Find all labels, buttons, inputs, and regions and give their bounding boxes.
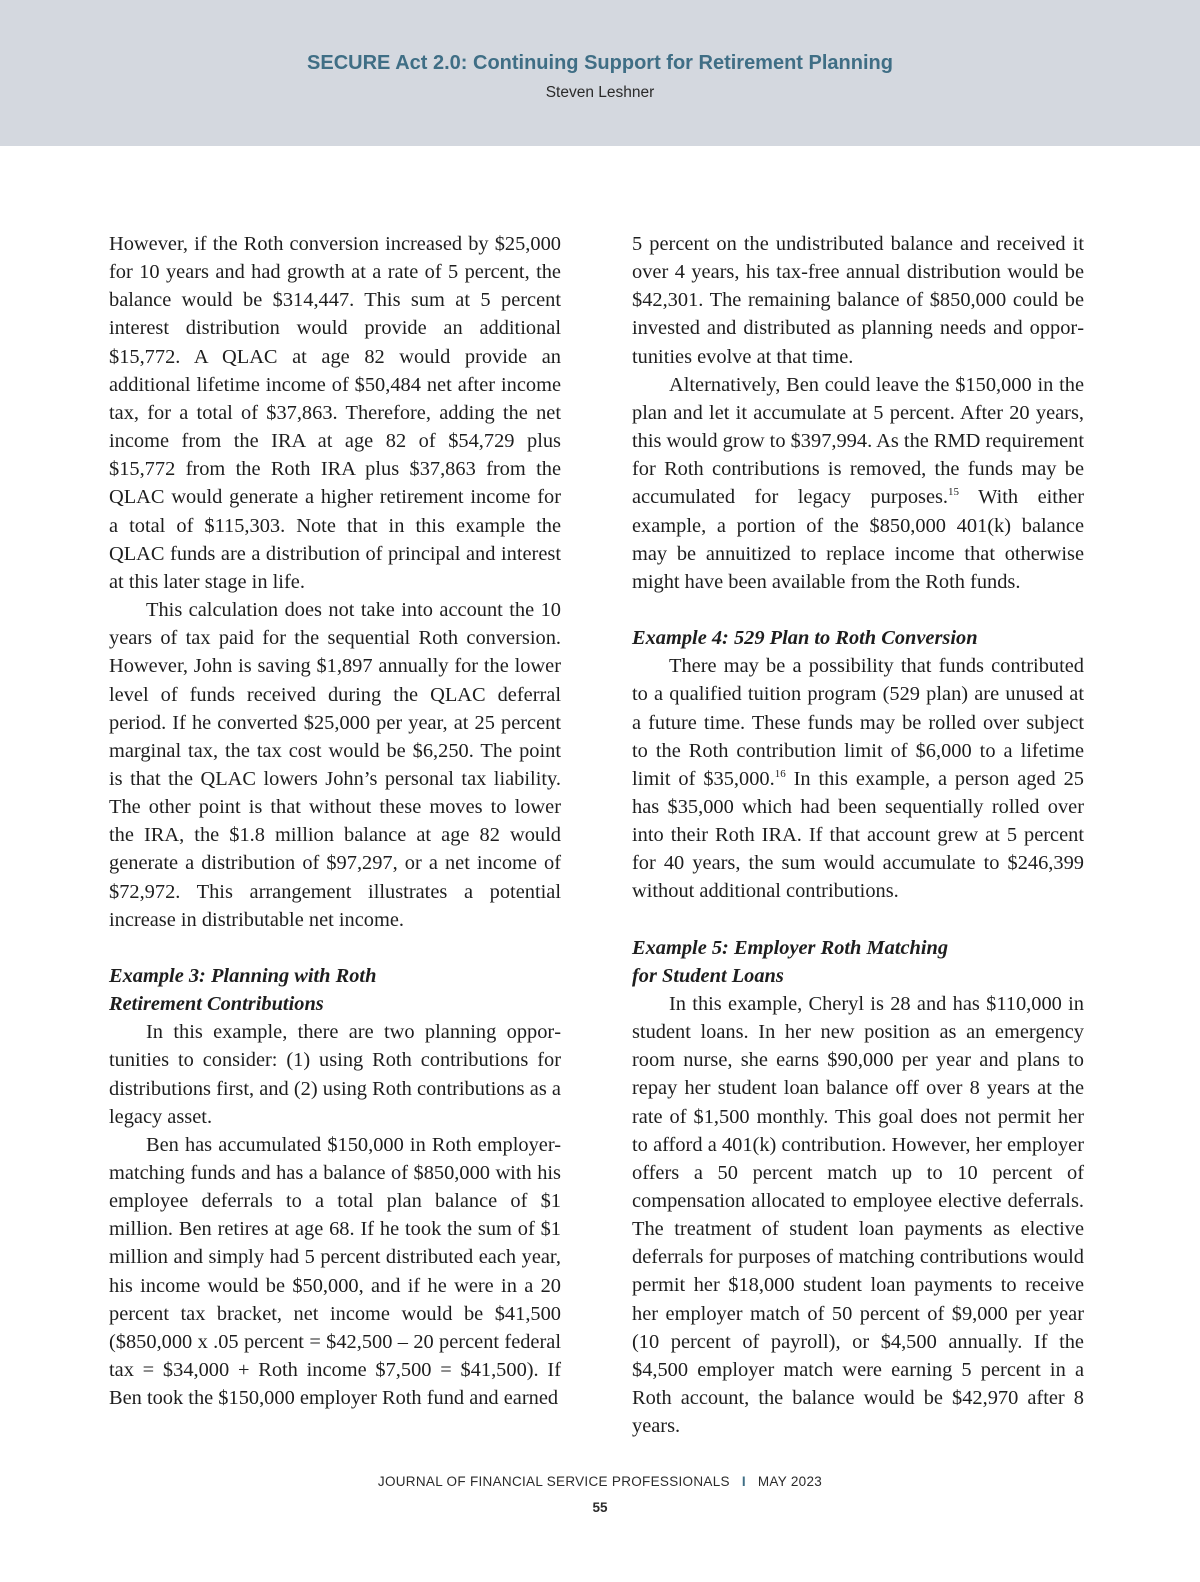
- paragraph: This calculation does not take into account the 10 years of tax paid for the sequential Roth conversion. However, John is saving $1,897 annually for the lower level of funds received during the QLAC deferral period. If he converted $25,000 per year, at 25 percent marginal tax, the tax cost would be $6,250. The point is that the QLAC lowers John’s personal tax liability. The other point is that without these moves to lower the IRA, the $1.8 million balance at age 82 would generate a distribution of $97,297, or a net income of $72,972. This arrangement illustrates a potential increase in distributable net income.: [109, 599, 561, 931]
- paragraph: However, if the Roth conversion increased by $25,000 for 10 years and had growth at a rate of 5 percent, the balance would be $314,447. This sum at 5 percent interest distribution would provide an additional $15,772. A QLAC at age 82 would provide an additional lifetime income of $50,484 net after income tax, for a total of $37,863. Therefore, adding the net income from the IRA at age 82 of $54,729 plus $15,772 from the Roth IRA plus $37,863 from the QLAC would generate a higher retirement income for a total of $115,303. Note that in this example the QLAC funds are a distribution of principal and interest at this later stage in life.: [109, 233, 561, 593]
- footer-separator: I: [741, 1474, 746, 1489]
- heading-line: Retirement Contributions: [109, 993, 324, 1016]
- section-heading: [632, 934, 1084, 990]
- paragraph: [632, 652, 1084, 905]
- right-column: [632, 230, 1084, 1440]
- heading-line: Example 5: Employer Roth Matching: [632, 936, 949, 959]
- paragraph: In this example, there are two planning opportunities to consider: (1) using Roth contributions for distributions first, and (2) using Roth contributions as a legacy asset.: [109, 1021, 561, 1128]
- issue-date: MAY 2023: [757, 1474, 823, 1489]
- journal-name: JOURNAL OF FINANCIAL SERVICE PROFESSIONALS: [377, 1474, 730, 1489]
- section-heading: [109, 962, 561, 1018]
- running-header: [0, 0, 1200, 146]
- paragraph: 5 percent on the undistributed balance and received it over 4 years, his tax-free annual distribution would be $42,301. The remaining balance of $850,000 could be invested and distributed as planning needs and opportunities evolve at that time.: [632, 233, 1084, 368]
- paragraph: Ben has accumulated $150,000 in Roth employer-matching funds and has a balance of $850,000 with his employee deferrals to a total plan balance of $1 million. Ben retires at age 68. If he took the sum of $1 million and simply had 5 percent distributed each year, his income would be $50,000, and if he were in a 20 percent tax bracket, net income would be $41,500 ($850,000 x .05 percent = $42,500 – 20 percent federal tax = $34,000 + Roth income $7,500 = $41,500). If Ben took the $150,000 employer Roth fund and earned: [109, 1133, 561, 1410]
- footnote-ref[interactable]: 16: [774, 768, 786, 781]
- page-number: 55: [592, 1500, 608, 1515]
- section-heading: Example 4: 529 Plan to Roth Conversion: [632, 627, 978, 650]
- paragraph: [632, 371, 1084, 596]
- paragraph-text: In this example, a person aged 25 has $35,000 which had been sequentially rolled over into their Roth IRA. If that account grew at 5 percent for 40 years, the sum would accumulate to $246,399 without additional contributions.: [632, 767, 1084, 903]
- paragraph-text: With either example, a portion of the $850,000 401(k) balance may be annuitized to replace income that otherwise might have been available from the Roth funds.: [632, 486, 1084, 593]
- paragraph-text: Alternatively, Ben could leave the $150,000 in the plan and let it accumulate at 5 percent. After 20 years, this would grow to $397,994. As the RMD requirement for Roth contributions is removed, the funds may be accumulated for legacy purposes.: [632, 373, 1084, 509]
- footnote-ref[interactable]: 15: [948, 486, 960, 499]
- header-author: Steven Leshner: [545, 84, 655, 101]
- heading-line: for Student Loans: [632, 964, 784, 987]
- paragraph: In this example, Cheryl is 28 and has $110,000 in student loans. In her new position as an emergency room nurse, she earns $90,000 per year and plans to repay her student loan balance off over 8 years at the rate of $1,500 monthly. This goal does not permit her to afford a 401(k) contribution. However, her employer offers a 50 percent match up to 10 percent of compensation allocated to employee elective deferrals. The treatment of student loan payments as elective deferrals for purposes of matching contributions would permit her $18,000 student loan payments to receive her employer match of 50 percent of $9,000 per year (10 percent of payroll), or $4,500 annually. If the $4,500 employer match were earning 5 percent in a Roth account, the balance would be $42,970 after 8 years.: [632, 992, 1084, 1438]
- header-title: SECURE Act 2.0: Continuing Support for Retirement Planning: [307, 52, 893, 74]
- left-column: [109, 230, 561, 1412]
- running-footer: [0, 1474, 1200, 1489]
- paragraph-text: There may be a possibility that funds contributed to a qualified tuition program (529 plan) are unused at a future time. These funds may be rolled over subject to the Roth contribution limit of $6,000 to a lifetime limit of $35,000.: [632, 655, 1084, 790]
- heading-line: Example 3: Planning with Roth: [109, 964, 377, 987]
